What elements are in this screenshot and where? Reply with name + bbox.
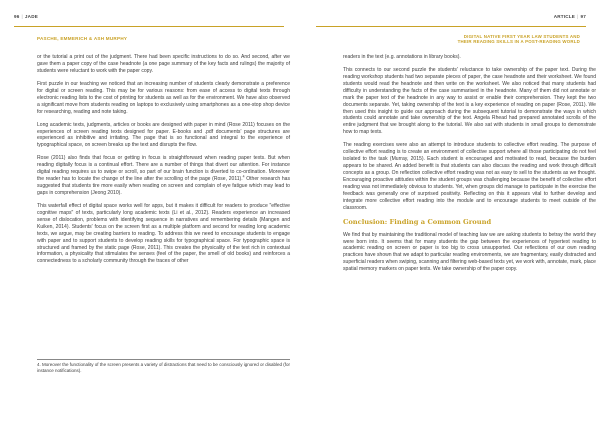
paragraph: This waterfall effect of digital space works well for apps, but it makes it difficult for readers to produce "effective cognitive maps" of texts, particularly long academic texts (Li et al., 2012). Readers experience an increased sense of dislocation, problems with identifying sequence in narratives and remembering details (Mangen and Kuiken, 2014). Students' focus on the screen first as a multiple platform and second for reading long academic texts, we argue, may be creating barriers to reading. To address this we need to encourage students to engage with paper and to support students to develop reading skills for typographical space. For typographic space is structured and framed by the static page (Rose, 2011). This creates the physicality of the text rich in contextual information, a physicality that stimulates the senses (feel of the paper, the smell of old books) and reinforces a connectedness to a scholarly community through the traces of other: [37, 203, 290, 265]
article-title-line: THEIR READING SKILLS IN A POST-READING WORLD: [457, 39, 580, 45]
paragraph: The reading exercises were also an attempt to introduce students to collective effort reading. The purpose of collective effort reading is to create an environment of collective support where all those participating do not feel isolated to the task (Murray, 2015). Each student is encouraged and motivated to read, because the burden appears to be shared. An added benefit is that students can also discuss the reading and work through difficult concepts as a group. On reflection collective effort reading was not as easy to sell to the students as we thought. Encouraging proactive attitudes within the student groups was challenging because the benefit of collective effort reading was not immediately obvious to students. Yet, when groups did manage to participate in the exercise the feedback was generally one of surprised positivity. Reflecting on this it appears vital to further develop and integrate more collective effort reading into the module and to encourage students to meet outside of the classroom.: [343, 142, 596, 211]
article-title: [420, 34, 580, 44]
left-running-head: [14, 14, 38, 22]
article-title-line: DIGITAL NATIVE FIRST YEAR LAW STUDENTS AND: [463, 34, 580, 39]
footnote-reference[interactable]: 4: [242, 174, 245, 179]
paragraph: This connects to our second puzzle the students' reluctance to take ownership of the paper text. During the reading workshop students had two separate pieces of paper, the case headnote and their worksheet. We found students would read the headnote and then write on the worksheet. We also noticed that many students had difficulty in understanding the facts of the case summarised in the headnote. Many of them did not annotate or mark the paper text of the headnote in any way to assist or enable their comprehension. They kept the two documents separate. Yet, taking ownership of the text is a key experience of reading on paper (Rose, 2011). We then used this insight to guide our approach during the subsequent tutorial to demonstrate the ways in which students could annotate and take ownership of the text. Angela Rhead had prepared annotated scrolls of the entire judgment that we brought along to the tutorial. We also sat with students in small groups to demonstrate how to map texts.: [343, 67, 596, 136]
section-label: ARTICLE: [553, 14, 576, 19]
running-head-divider: |: [577, 14, 579, 19]
left-body-text: [37, 54, 290, 271]
right-body-text: [343, 54, 596, 279]
left-header-rule: [14, 26, 284, 27]
paragraph: [37, 155, 290, 196]
right-running-head: [554, 14, 586, 22]
footnote-rule: [37, 359, 290, 360]
right-header-rule: [316, 26, 586, 27]
paragraph: First puzzle in our teaching we noticed that an increasing number of students clearly demonstrate a preference for digital or screen reading. This may be for various reasons: from ease of access to digital texts through electronic reading lists to the cost of printing for students as well as for the environment. We have also observed a significant move from students reading on laptops to exclusively using smartphones as a one-stop shop device for researching, reading and note taking.: [37, 80, 290, 115]
running-head-divider: |: [21, 14, 23, 19]
page-number: 96: [14, 14, 20, 19]
paragraph-text: Rose (2011) also finds that focus or getting in focus is straightforward when reading paper texts. But when reading digitally focus is a continual effort. There are a number of things that divert our attention. For instance digital reading requires us to swipe or scroll, so part of our brain function is diverted to co-ordination. Moreover the reader has to locate the change of the line after the scrolling of the page (Rose, 2011).: [37, 155, 290, 183]
paragraph: We find that by maintaining the traditional model of teaching law we are asking students to betray the world they were born into. It seems that for many students the gap between the experiences of hypertext reading to academic reading on screen or paper is too big to cross unsupported. Our reflections of our own reading practices have shown that we adapt to particular reading environments, we are fragmentary, easily distracted and superficial readers when swiping, scanning and filtering web-based texts yet, we work with, annotate, mark, place spatial memory markers on paper texts. We take ownership of the paper copy.: [343, 231, 596, 273]
right-page: [300, 0, 600, 425]
paragraph: readers in the text (e.g. annotations in library books).: [343, 54, 461, 60]
paragraph-text: Other research has suggested that students tire more easily when reading on screen and complain of eye fatigue which may lead to gaps in comprehension (Jeong 2010).: [37, 176, 290, 196]
section-heading: Conclusion: Finding a Common Ground: [343, 217, 492, 226]
author-names: PASCHE, EMMERICH & ASH MURPHY: [37, 36, 128, 41]
paragraph: Long academic texts, judgments, articles or books are designed with paper in mind (Rose 2011) focuses on the experiences of screen reading texts designed for paper. E-books and .pdf documents' page structures are experienced as inhibitive and irritating. The page that is so functional and integral to the experience of typographical space, on screen breaks up the text and disrupts the flow.: [37, 121, 290, 149]
journal-name: JADE: [24, 14, 38, 19]
page-number: 97: [580, 14, 586, 19]
paragraph: or the tutorial a print out of the judgment. There had been specific instructions to do so. And second, after we gave them a paper copy of the case headnote (a one page summary of the key facts and rulings) the majority of students were reluctant to work with the paper copy.: [37, 54, 290, 74]
footnote: 4. Moreover the functionality of the screen presents a variety of distractions that need to be consciously ignored or disabled (for instance notifications).: [37, 362, 290, 374]
